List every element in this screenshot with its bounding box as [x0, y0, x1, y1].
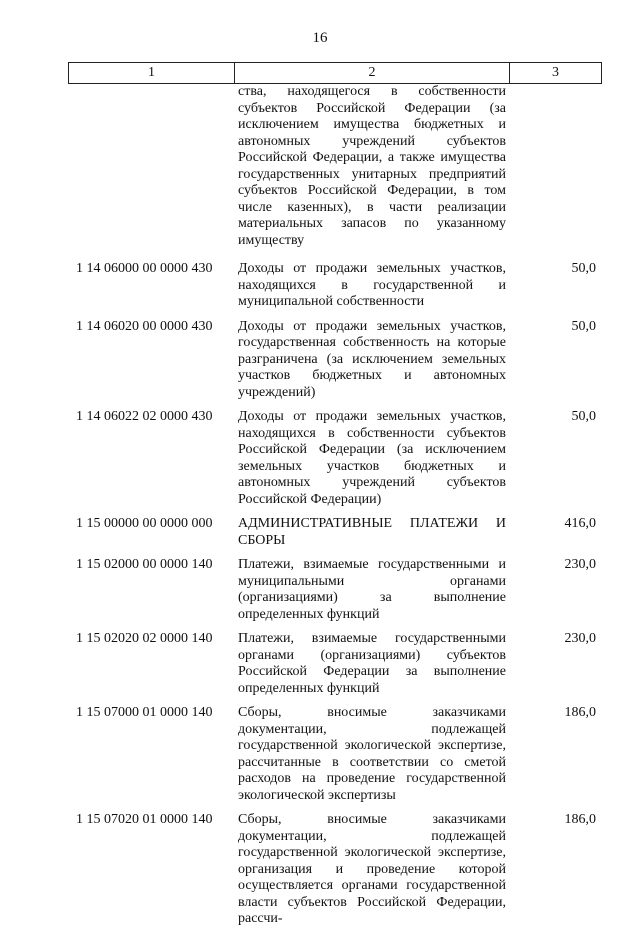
- row-value: 186,0: [564, 705, 596, 720]
- row-code: 1 15 07000 01 0000 140: [76, 705, 213, 720]
- row-value: 50,0: [571, 318, 596, 334]
- row-value: 186,0: [564, 812, 596, 827]
- table-row: [68, 409, 602, 508]
- header-col-2: 2: [235, 63, 510, 83]
- row-description: Доходы от продажи земельных участков, находящихся в государственной и муниципальной собственности: [238, 261, 506, 309]
- table-row: [68, 705, 602, 804]
- row-value: 416,0: [564, 516, 596, 531]
- row-code: 1 15 02020 02 0000 140: [76, 631, 213, 646]
- row-description: АДМИНИСТРАТИВНЫЕ ПЛАТЕЖИ И СБОРЫ: [238, 516, 506, 548]
- row-description: Сборы, вносимые заказчиками документации, подлежащей государственной экологической экспертизе, рассчитанные в соответствии со сметой расходов на проведение государственной экологической экспертизы: [238, 705, 506, 803]
- row-code: 1 15 07020 01 0000 140: [76, 812, 213, 827]
- header-col-3: 3: [552, 65, 559, 80]
- row-description: Доходы от продажи земельных участков, находящихся в собственности субъектов Российской Федерации (за исключением земельных участков бюджетных и автономных учреждений субъектов Российской Федерации): [238, 409, 506, 507]
- table-row: [68, 261, 602, 311]
- row-code: 1 14 06000 00 0000 430: [76, 261, 213, 276]
- row-code: 1 14 06022 02 0000 430: [76, 409, 213, 424]
- row-code: 1 15 02000 00 0000 140: [76, 557, 213, 572]
- table-row: [68, 557, 602, 623]
- row-description: Платежи, взимаемые государственными и муниципальными органами (организациями) за выполнение определенных функций: [238, 557, 506, 622]
- table-row: [68, 631, 602, 697]
- page-number: 16: [312, 30, 328, 46]
- table-row: [68, 319, 602, 402]
- row-value: 50,0: [571, 409, 596, 424]
- row-value: 230,0: [564, 557, 596, 572]
- row-value: 50,0: [571, 261, 596, 276]
- table-body: [68, 84, 602, 936]
- row-description: Доходы от продажи земельных участков, государственная собственность на которые разграничена (за исключением земельных участков бюджетных и автономных учреждений): [238, 318, 506, 400]
- row-description: Платежи, взимаемые государственными органами (организациями) субъектов Российской Федерации за выполнение определенных функций: [238, 631, 506, 696]
- row-description: Сборы, вносимые заказчиками документации, подлежащей государственной экологической экспертизе, организация и проведение которой осуществляется органами государственной власти субъектов Российской Федерации, рассчи-: [238, 812, 506, 926]
- table-row: [68, 812, 602, 928]
- row-value: 230,0: [564, 631, 596, 646]
- table-row: [68, 516, 602, 549]
- table-row: [68, 84, 602, 249]
- header-col-1: 1: [69, 63, 235, 83]
- row-code: 1 15 00000 00 0000 000: [76, 516, 213, 531]
- row-description: ства, находящегося в собственности субъектов Российской Федерации (за исключением имущества бюджетных и автономных учреждений субъектов Российской Федерации, а также имущества государственных унитарных предприятий субъектов Российской Федерации, в том числе казенных), в части реализации материальных запасов по указанному имуществу: [238, 84, 506, 248]
- table-header: [68, 62, 602, 84]
- row-code: 1 14 06020 00 0000 430: [76, 318, 213, 334]
